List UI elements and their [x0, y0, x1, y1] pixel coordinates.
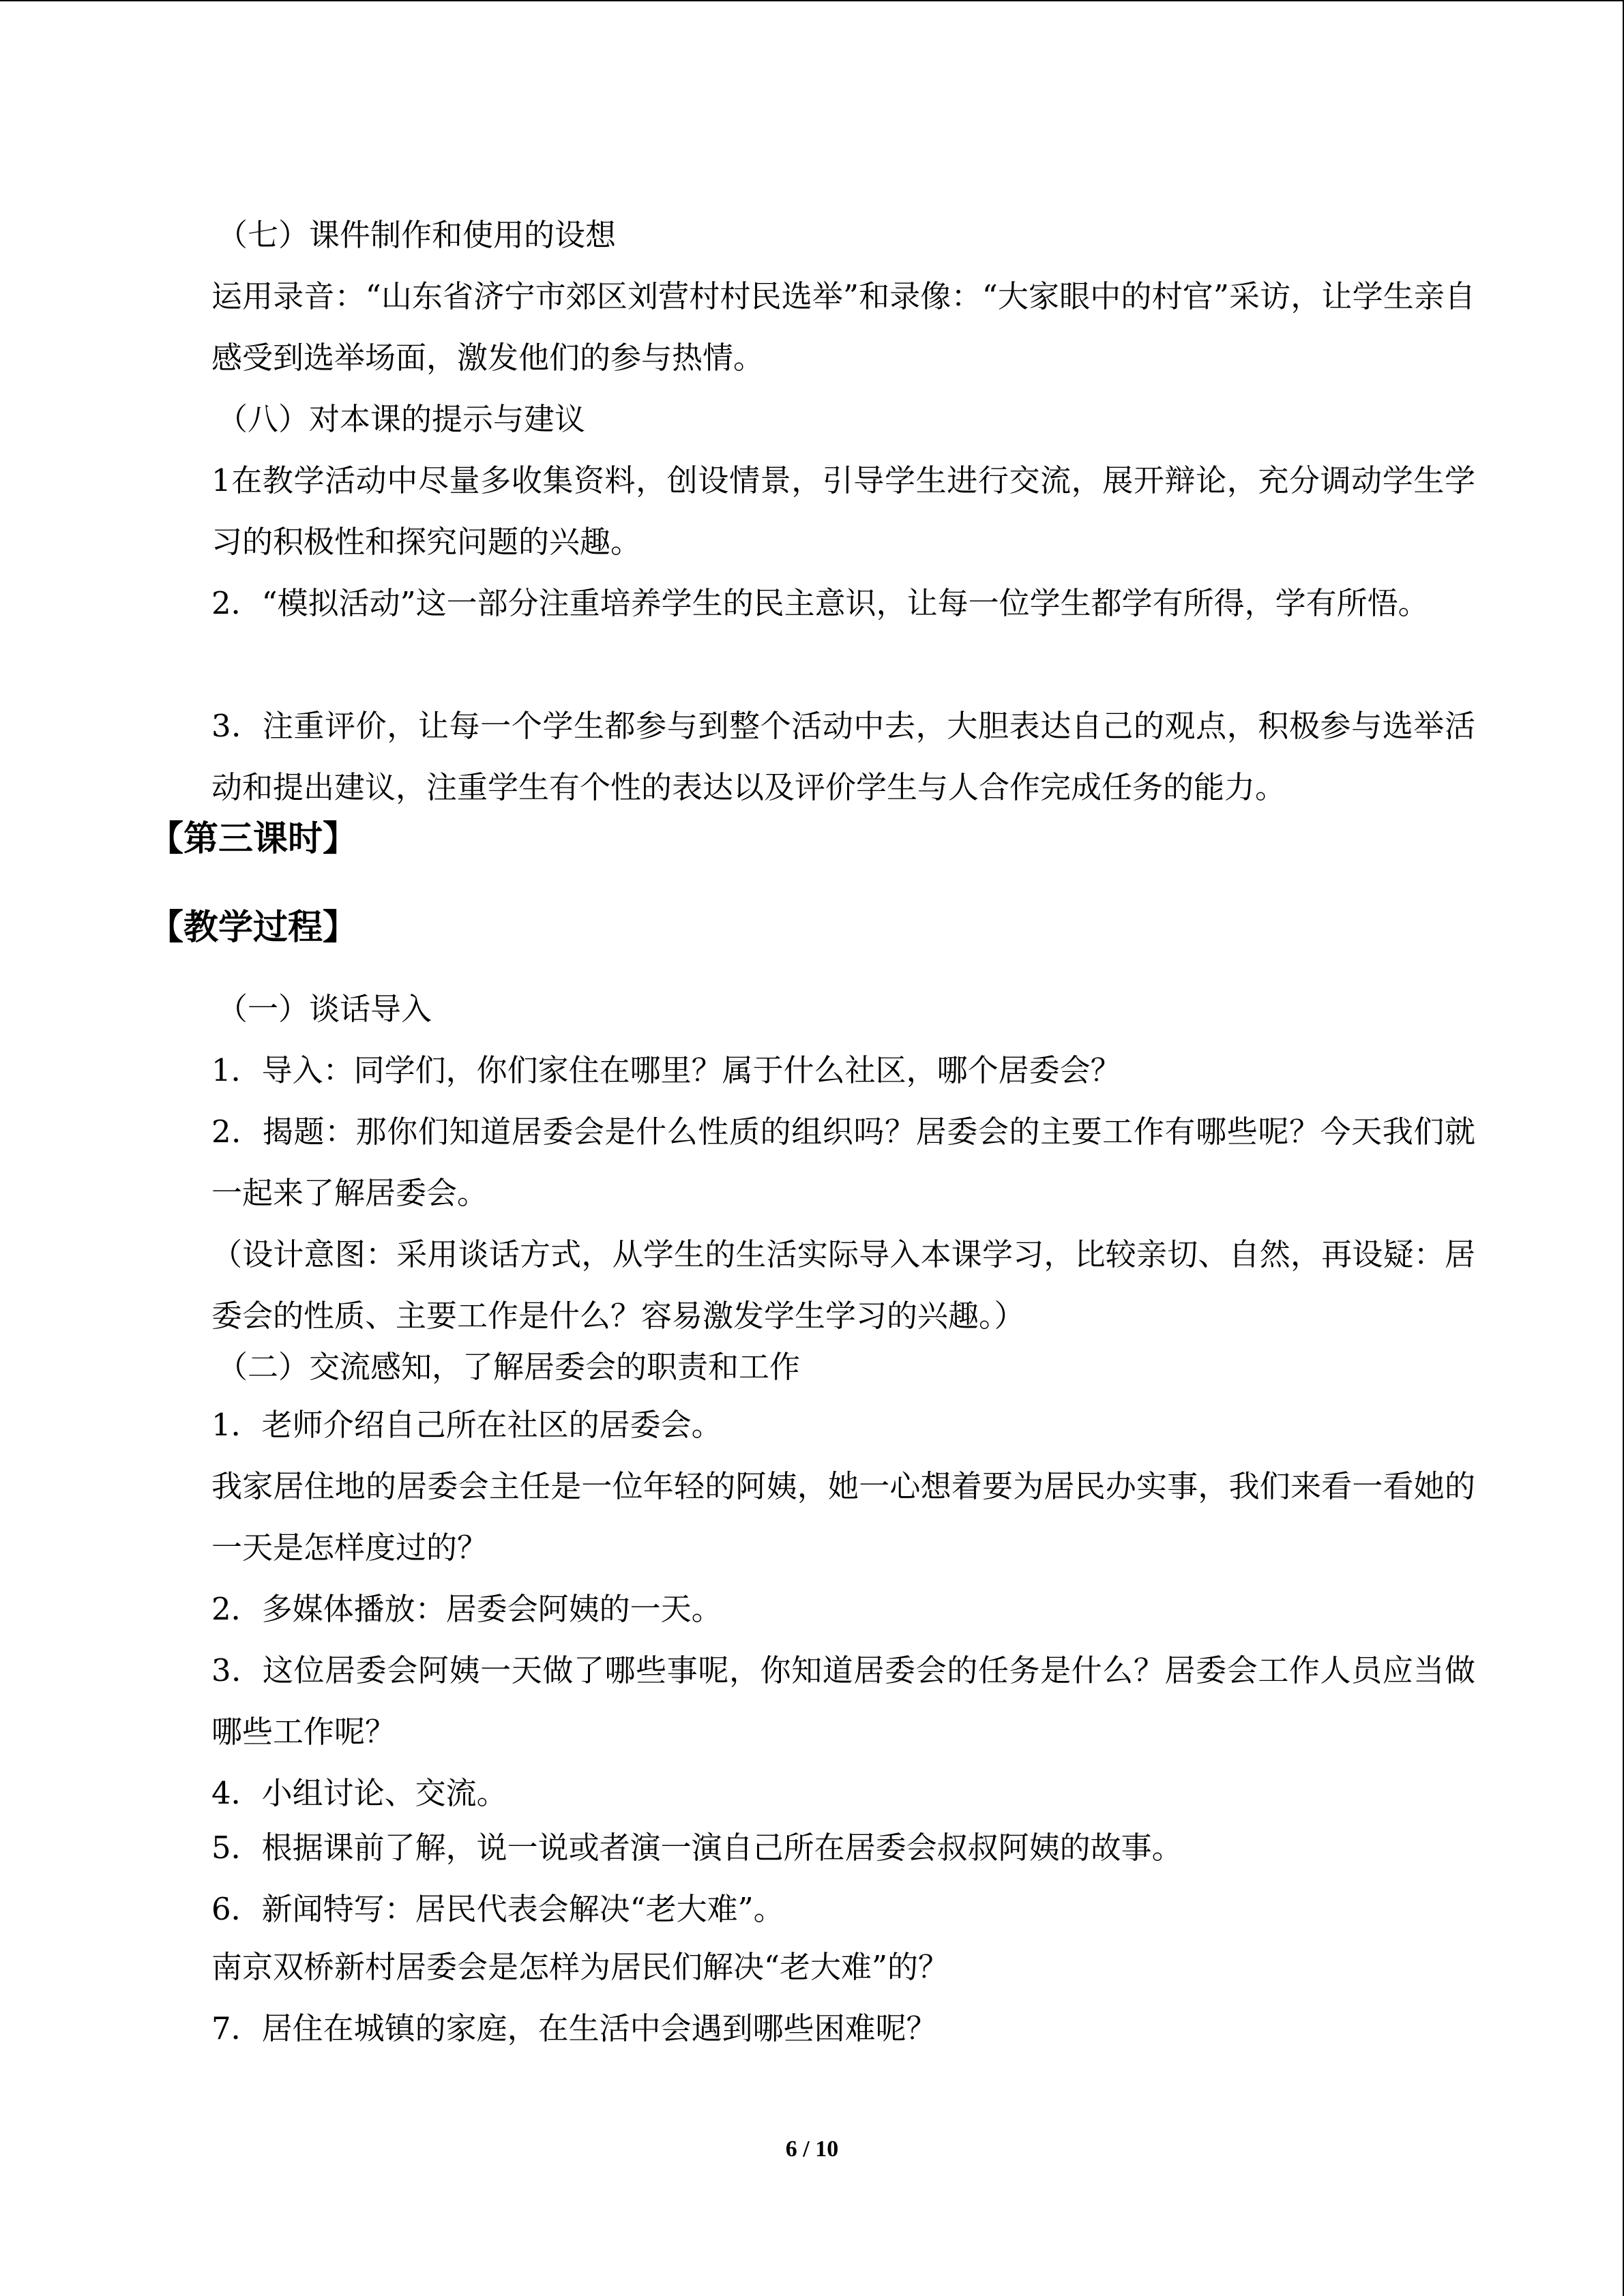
paragraph-director: 我家居住地的居委会主任是一位年轻的阿姨，她一心想着要为居民办实事，我们来看一看她的一天是怎样度过的？ [211, 1468, 1475, 1566]
paragraph-exchange-2: 2．多媒体播放：居委会阿姨的一天。 [211, 1591, 722, 1627]
heading-third-lesson: 【第三课时】 [149, 819, 358, 859]
paragraph-exchange-5: 5．根据课前了解，说一说或者演一演自己所在居委会叔叔阿姨的故事。 [211, 1830, 1183, 1866]
subheading-intro: （一）谈话导入 [217, 991, 432, 1027]
paragraph-item-2: 2．“模拟活动”这一部分注重培养学生的民主意识，让每一位学生都学有所得，学有所悟。 [211, 585, 1429, 621]
paragraph-intro-1: 1．导入：同学们，你们家住在哪里？属于什么社区，哪个居委会？ [211, 1052, 1121, 1088]
paragraph-recording: 运用录音：“山东省济宁市郊区刘营村村民选举”和录像：“大家眼中的村官”采访，让学生亲自感受到选举场面，激发他们的参与热情。 [211, 278, 1475, 376]
paragraph-nanjing: 南京双桥新村居委会是怎样为居民们解决“老大难”的？ [211, 1949, 949, 1985]
paragraph-exchange-4: 4．小组讨论、交流。 [211, 1775, 507, 1811]
subheading-suggestions: （八）对本课的提示与建议 [217, 401, 586, 437]
page-number: 6 / 10 [785, 2136, 839, 2162]
paragraph-design-intent: （设计意图：采用谈话方式，从学生的生活实际导入本课学习，比较亲切、自然，再设疑：居委会的性质、主要工作是什么？容易激发学生学习的兴趣。） [211, 1236, 1475, 1334]
paragraph-intro-2: 2．揭题：那你们知道居委会是什么性质的组织吗？居委会的主要工作有哪些呢？今天我们就一起来了解居委会。 [211, 1114, 1475, 1211]
paragraph-exchange-1: 1．老师介绍自己所在社区的居委会。 [211, 1407, 722, 1443]
paragraph-item-1: 1在教学活动中尽量多收集资料，创设情景，引导学生进行交流，展开辩论，充分调动学生学习的积极性和探究问题的兴趣。 [211, 462, 1475, 560]
subheading-courseware: （七）课件制作和使用的设想 [217, 217, 617, 253]
paragraph-exchange-7: 7．居住在城镇的家庭，在生活中会遇到哪些困难呢？ [211, 2010, 937, 2046]
paragraph-exchange-3: 3．这位居委会阿姨一天做了哪些事呢，你知道居委会的任务是什么？居委会工作人员应当做哪些工作呢？ [211, 1652, 1475, 1750]
paragraph-exchange-6: 6．新闻特写：居民代表会解决“老大难”。 [211, 1891, 784, 1927]
paragraph-item-3: 3．注重评价，让每一个学生都参与到整个活动中去，大胆表达自己的观点，积极参与选举活动和提出建议，注重学生有个性的表达以及评价学生与人合作完成任务的能力。 [211, 708, 1475, 805]
page-border-top [0, 0, 1624, 1]
subheading-exchange: （二）交流感知，了解居委会的职责和工作 [217, 1349, 801, 1385]
heading-teaching-process: 【教学过程】 [149, 908, 358, 948]
